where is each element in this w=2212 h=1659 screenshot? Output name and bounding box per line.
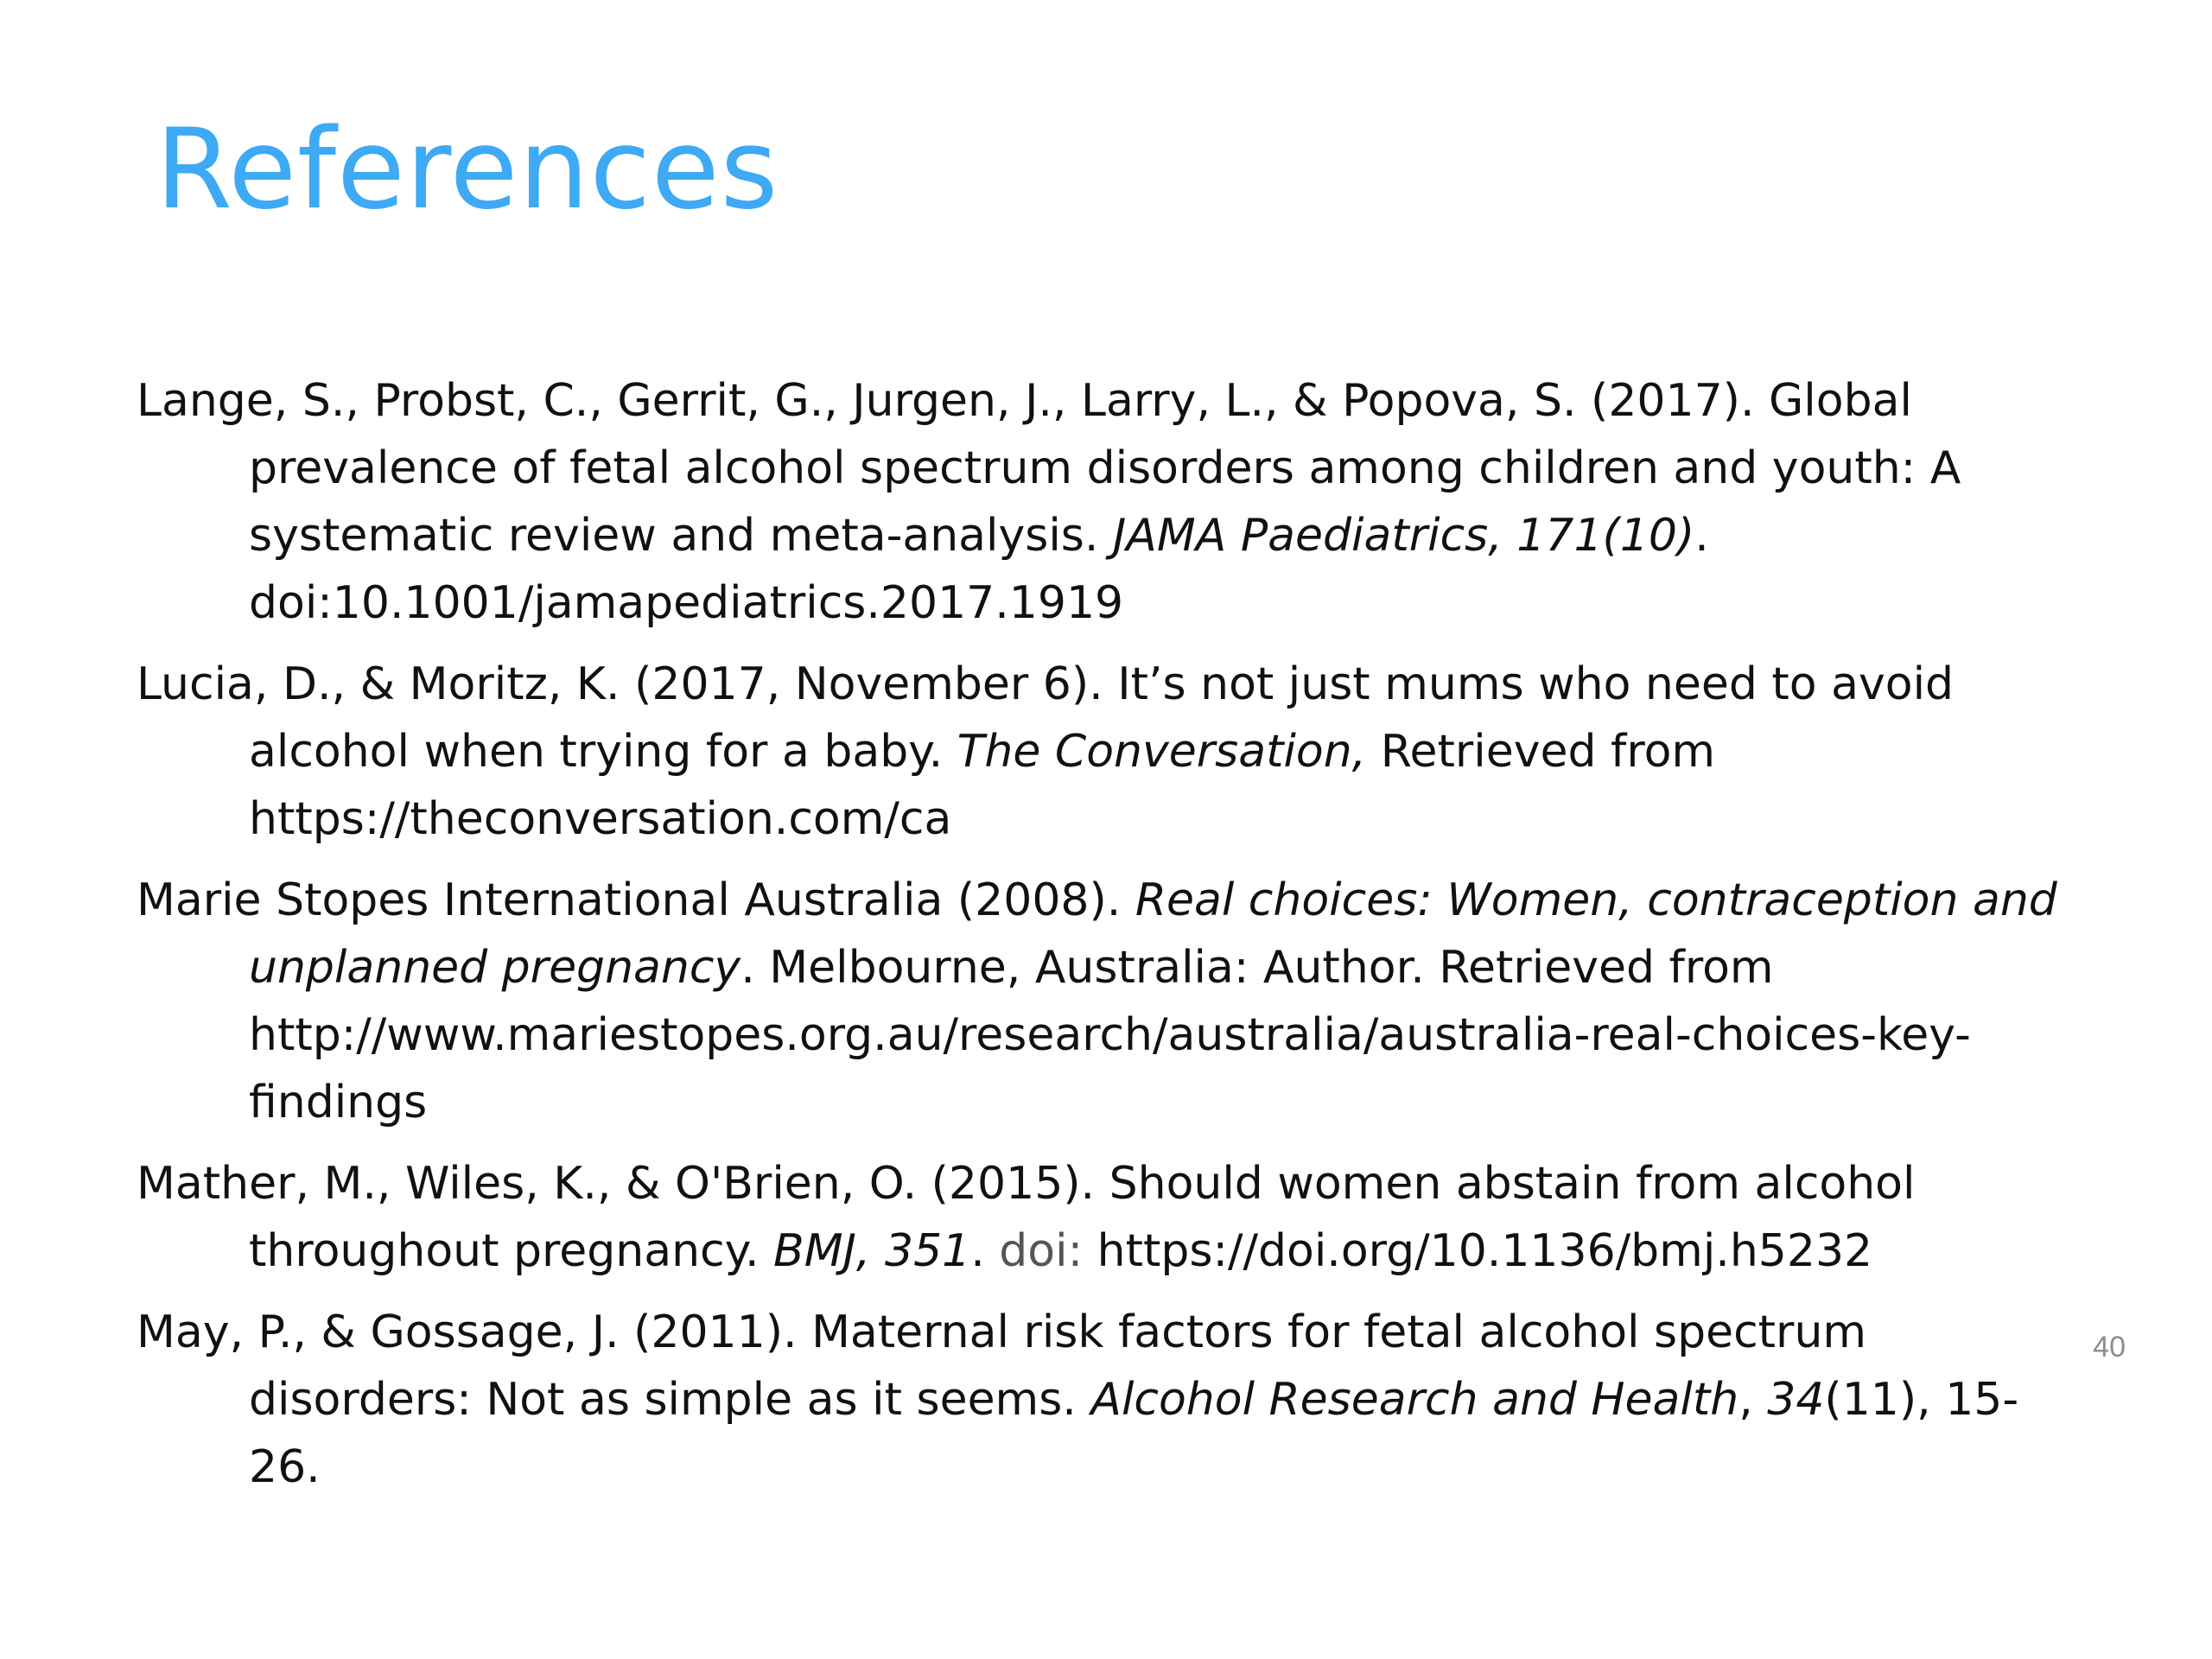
reference-text: May, P., & Gossage, J. (2011). Maternal risk factors for fetal alcohol spectrum disorders: Not as simple as it seems. [137,1306,1867,1426]
reference-journal: JAMA Paediatrics, 171(10) [1112,510,1695,562]
reference-text: Mather, M., Wiles, K., & O'Brien, O. (2015). Should women abstain from alcohol throughout pregnancy. [137,1158,1916,1277]
reference-text: Retrieved from https://theconversation.com/ca [249,726,1716,845]
reference-item [137,867,2063,1136]
reference-text: (11), 15-26. [249,1374,2019,1493]
reference-text: Lange, S., Probst, C., Gerrit, G., Jurgen, J., Larry, L., & Popova, S. (2017). Global prevalence of fetal alcohol spectrum disorders among children and youth: A systematic review and meta-analysis. [137,375,1961,562]
reference-source: The Conversation, [957,726,1367,778]
reference-text: Marie Stopes International Australia (2008). [137,874,1135,926]
reference-doi: https://doi.org/10.1136/bmj.h5232 [1096,1225,1873,1277]
reference-volume: 34 [1767,1374,1825,1426]
slide-title: References [156,105,779,234]
reference-text: Lucia, D., & Moritz, K. (2017, November 6). It’s not just mums who need to avoid alcohol when trying for a baby. [137,658,1955,778]
reference-journal: Alcohol Research and Health [1090,1374,1739,1426]
reference-text: . doi:10.1001/jamapediatrics.2017.1919 [249,510,1709,629]
reference-item [137,1299,2063,1501]
reference-text: , [1738,1374,1768,1426]
reference-text: . Melbourne, Australia: Author. Retrieved from http://www.mariestopes.org.au/research/australia/australia-real-choices-key-findings [249,942,1971,1128]
doi-label: doi: [999,1225,1097,1277]
reference-journal: BMJ, 351 [773,1225,971,1277]
reference-item [137,1150,2063,1285]
reference-text: . [970,1225,1000,1277]
reference-title: Real choices: Women, contraception and unplanned pregnancy [249,874,2057,994]
reference-list [137,367,2063,1515]
page-number: 40 [2093,1331,2126,1363]
reference-item [137,651,2063,853]
reference-item [137,367,2063,637]
